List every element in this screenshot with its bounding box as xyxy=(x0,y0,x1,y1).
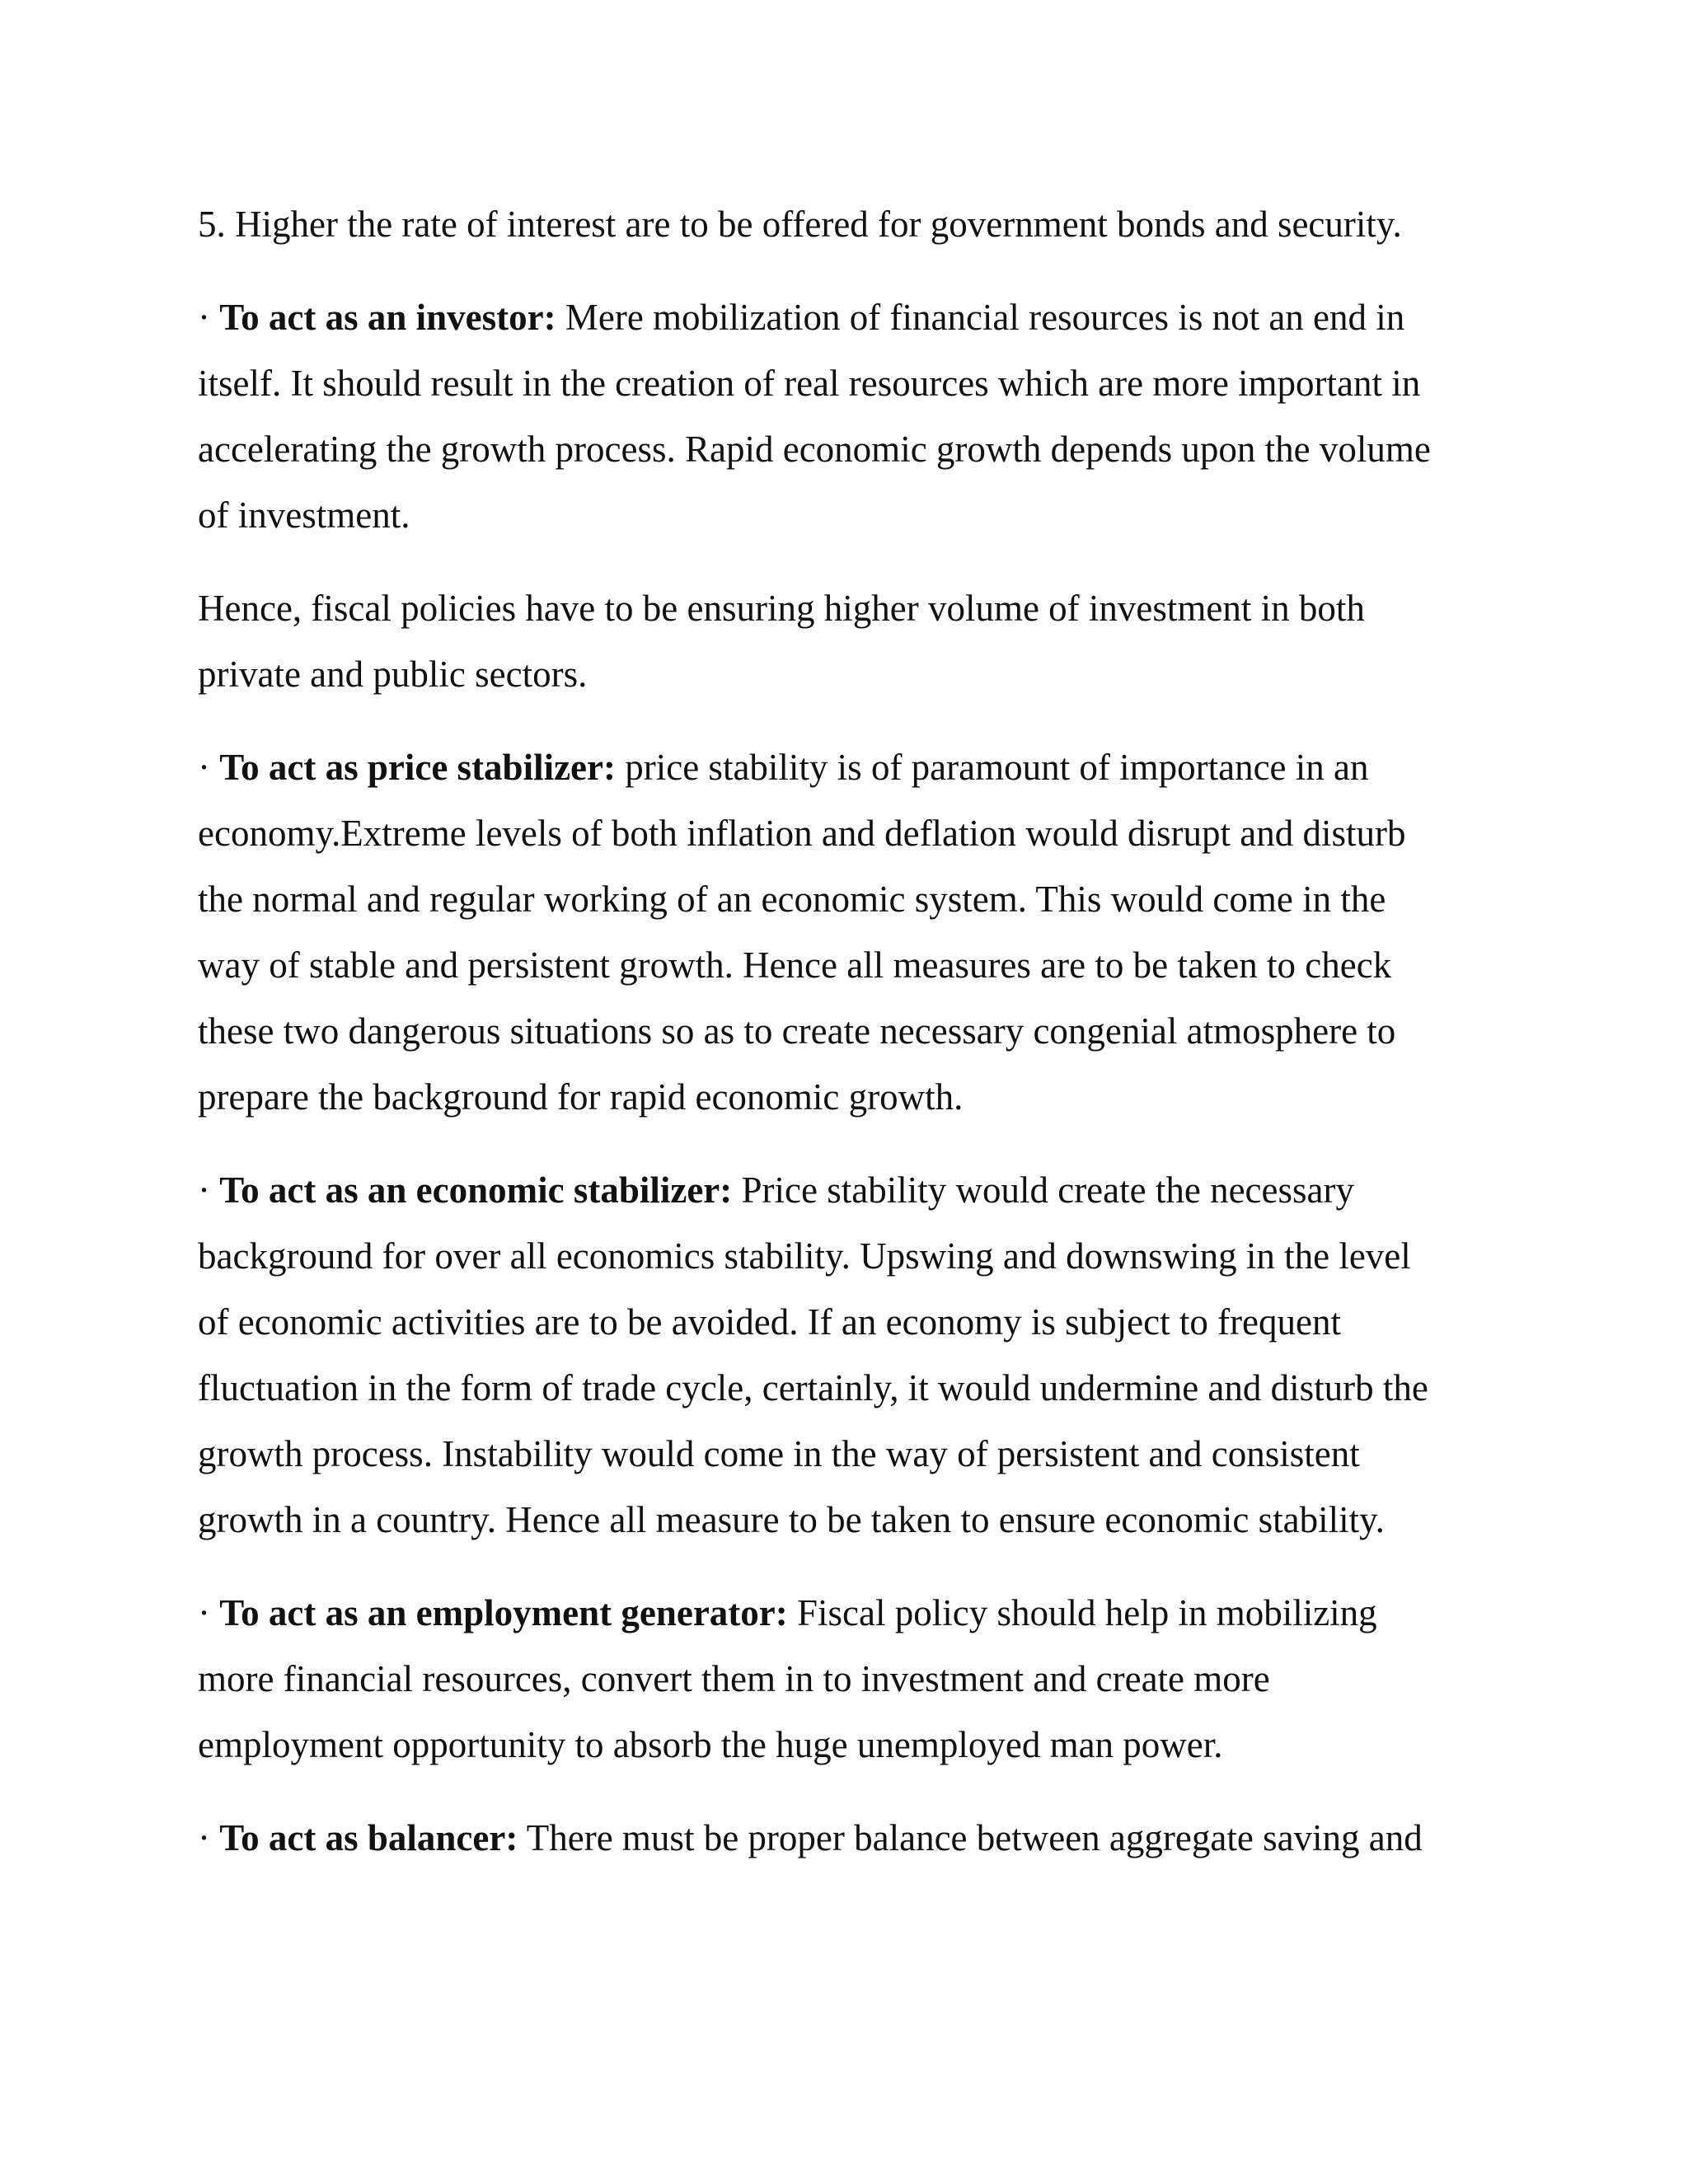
paragraph-balancer xyxy=(198,1805,1493,1871)
paragraph-line: Hence, fiscal policies have to be ensuring higher volume of investment in both xyxy=(198,588,1365,629)
paragraph-line: private and public sectors. xyxy=(198,654,588,695)
paragraph-line: economy.Extreme levels of both inflation and deflation would disrupt and disturb xyxy=(198,813,1406,854)
paragraph-line: 5. Higher the rate of interest are to be offered for government bonds and security. xyxy=(198,204,1402,245)
paragraph-employment-generator xyxy=(198,1580,1493,1778)
paragraph-line: of investment. xyxy=(198,494,410,536)
paragraph-line: way of stable and persistent growth. Hence all measures are to be taken to check xyxy=(198,944,1392,986)
paragraph-hence-fiscal xyxy=(198,575,1493,707)
bullet-dot: · xyxy=(198,1592,220,1633)
bullet-dot: · xyxy=(198,297,220,338)
paragraph-first-line xyxy=(198,1805,1493,1871)
paragraph-lead: To act as an investor: xyxy=(219,297,556,338)
paragraph-economic-stabilizer xyxy=(198,1157,1493,1553)
paragraph-price-stabilizer xyxy=(198,734,1493,1130)
paragraph-line: Price stability would create the necessary xyxy=(732,1169,1354,1211)
paragraph-line: background for over all economics stability. Upswing and downswing in the level xyxy=(198,1235,1411,1277)
paragraph-line: accelerating the growth process. Rapid economic growth depends upon the volume xyxy=(198,429,1431,470)
paragraph-lead: To act as balancer: xyxy=(219,1817,518,1858)
paragraph-line: itself. It should result in the creation of real resources which are more important in xyxy=(198,363,1421,404)
paragraph-item-5 xyxy=(198,191,1493,257)
bullet-dot: · xyxy=(198,1817,220,1858)
document-body xyxy=(198,191,1493,1898)
paragraph-line: Fiscal policy should help in mobilizing xyxy=(787,1592,1377,1633)
paragraph-line: price stability is of paramount of importance in an xyxy=(616,747,1369,788)
paragraph-line: growth process. Instability would come in the way of persistent and consistent xyxy=(198,1433,1360,1474)
paragraph-line: the normal and regular working of an economic system. This would come in the xyxy=(198,879,1386,920)
paragraph-first-line xyxy=(198,1157,1493,1223)
paragraph-first-line xyxy=(198,1580,1493,1646)
paragraph-line: prepare the background for rapid economic growth. xyxy=(198,1076,964,1118)
paragraph-line: more financial resources, convert them in to investment and create more xyxy=(198,1658,1270,1699)
paragraph-line: of economic activities are to be avoided. If an economy is subject to frequent xyxy=(198,1301,1342,1343)
paragraph-first-line xyxy=(198,284,1493,350)
paragraph-line: There must be proper balance between aggregate saving and xyxy=(518,1817,1423,1858)
paragraph-lead: To act as an employment generator: xyxy=(219,1592,788,1633)
paragraph-line: growth in a country. Hence all measure to be taken to ensure economic stability. xyxy=(198,1499,1385,1540)
paragraph-line: Mere mobilization of financial resources is not an end in xyxy=(556,297,1405,338)
paragraph-lead: To act as price stabilizer: xyxy=(219,747,616,788)
paragraph-first-line xyxy=(198,734,1493,800)
bullet-dot: · xyxy=(198,1169,220,1211)
paragraph-line: these two dangerous situations so as to create necessary congenial atmosphere to xyxy=(198,1010,1396,1052)
paragraph-line: fluctuation in the form of trade cycle, certainly, it would undermine and disturb the xyxy=(198,1367,1428,1408)
paragraph-line: employment opportunity to absorb the huge unemployed man power. xyxy=(198,1724,1223,1765)
paragraph-lead: To act as an economic stabilizer: xyxy=(219,1169,733,1211)
bullet-dot: · xyxy=(198,747,220,788)
paragraph-investor xyxy=(198,284,1493,548)
